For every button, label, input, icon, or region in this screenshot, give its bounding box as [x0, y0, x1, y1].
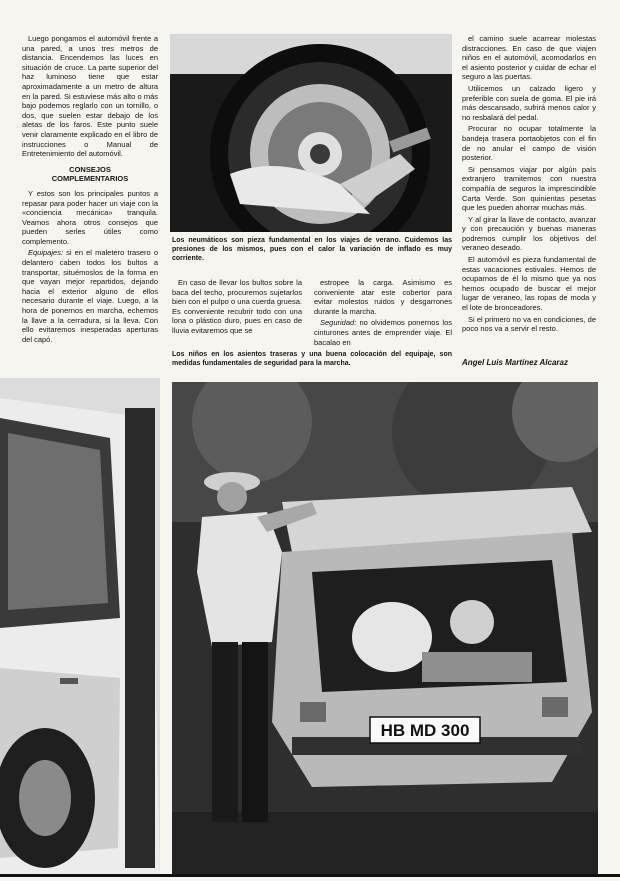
- author-signature: Angel Luis Martínez Alcaraz: [462, 358, 568, 367]
- car-side-illustration: [0, 378, 160, 874]
- column-2: [172, 278, 302, 346]
- col4-paragraph-3: Procurar no ocupar totalmente la bandeja trasera portaobjetos con el fin de no anular el campo de visión posterior.: [462, 124, 596, 163]
- col2-paragraph-1: En caso de llevar los bultos sobre la baca del techo, procuremos sujetarlos bien con el pulpo o una cuerda gruesa. Es conveniente recubrir todo con una lona o plástico duro, pues en caso de lluvia evitaremos que se: [172, 278, 302, 335]
- section-heading: [22, 165, 158, 184]
- equipajes-lead: Equipajes:: [28, 248, 64, 258]
- section-heading-line-2: COMPLEMENTARIOS: [51, 174, 129, 184]
- tire-photo-caption: Los neumáticos son pieza fundamental en los viajes de verano. Cuidemos las presiones de los mismos, pues con el calor la variación de inflado es muy corriente.: [172, 237, 452, 262]
- col4-paragraph-4: Si pensamos viajar por algún país extranjero tramitemos con nuestra compañía de seguros la imprescindible Carta Verde. Son quinientas pesetas que les pueden ahorrar muchas más.: [462, 164, 596, 213]
- col4-paragraph-6: El automóvil es pieza fundamental de estas vacaciones estivales. Hemos de ocuparnos de él lo mismo que ya nos hemos ocupado de buscar el mejor lugar de veraneo, las ropas de moda y el lote de bronceadores.: [462, 255, 596, 313]
- page-bottom-rule: [0, 874, 620, 877]
- col4-paragraph-1: el camino suele acarrear molestas distracciones. En caso de que viajen niños en el automóvil, acomodarlos en el asiento posterior y cuidar de echar el seguro a las puertas.: [462, 34, 596, 82]
- family-car-photo: [172, 382, 598, 874]
- tire-illustration: [170, 34, 452, 232]
- column-1: [22, 34, 158, 379]
- tire-photo: [170, 34, 452, 232]
- col3-paragraph-2: [314, 318, 452, 346]
- col4-paragraph-7: Si el primero no va en condiciones, de poco nos va a servir el resto.: [462, 314, 596, 334]
- column-4: [462, 34, 596, 352]
- col1-paragraph-1: Luego pongamos el automóvil frente a una pared, a unos tres metros de distancia. Encendemos las luces en situación de cruce. La parte superior del haz luminoso tiene que estar aproximadamente a un metro de altura en la pared. Si estuviese más alto o más bajo podemos reglarlo con un tornillo, o dos, que suelen estar debajo de los aletas de los faros. Este punto suele venir claramente explicado en el libro de instrucciones o Manual de Entretenimiento del automóvil.: [22, 34, 158, 159]
- section-heading-line-1: CONSEJOS: [69, 164, 111, 174]
- col1-paragraph-3: [22, 248, 158, 344]
- col4-paragraph-2: Utilicemos un calzado ligero y preferible con suela de goma. El pie irá más descansado, sufrirá menos calor y no resbalará del pedal.: [462, 83, 596, 122]
- seguridad-lead: Seguridad:: [320, 318, 357, 328]
- col1-paragraph-2: Y estos son los principales puntos a repasar para poder hacer un viaje con la «conciencia mecánica» tranquila. Veamos ahora otros consejos que pueden serles útiles como complemento.: [22, 188, 158, 246]
- car-side-photo: [0, 378, 160, 874]
- equipajes-text: si en el maletero trasero o delantero caben todos los bultos a transportar, situémoslos de la forma en que vayan mejor repartidos, dejando hacia el exterior alguno de ellos necesario durante el viaje. Luego, a la hora de ponernos en marcha, echemos la llave a la cerradura, si la lleva. Con ello evitaremos inesperadas aperturas del capó.: [22, 248, 158, 344]
- family-photo-caption: Los niños en los asientos traseras y una buena colocación del equipaje, son medidas fundamentales de seguridad para la marcha.: [172, 351, 452, 367]
- col4-paragraph-5: Y al girar la llave de contacto, avanzar y con precaución y buenas maneras podremos cumplir los objetivos del veraneo deseado.: [462, 214, 596, 253]
- license-plate: HB MD 300: [380, 721, 470, 740]
- column-3: [314, 278, 452, 346]
- col3-paragraph-1: estropee la carga. Asimismo es conveniente atar este cobertor para evitar molestos ruidos y desgarrones durante la marcha.: [314, 278, 452, 316]
- family-car-illustration: [172, 382, 598, 874]
- seguridad-text: no olvidemos ponernos los cinturones antes de emprender viaje. El bacalao en: [314, 318, 452, 346]
